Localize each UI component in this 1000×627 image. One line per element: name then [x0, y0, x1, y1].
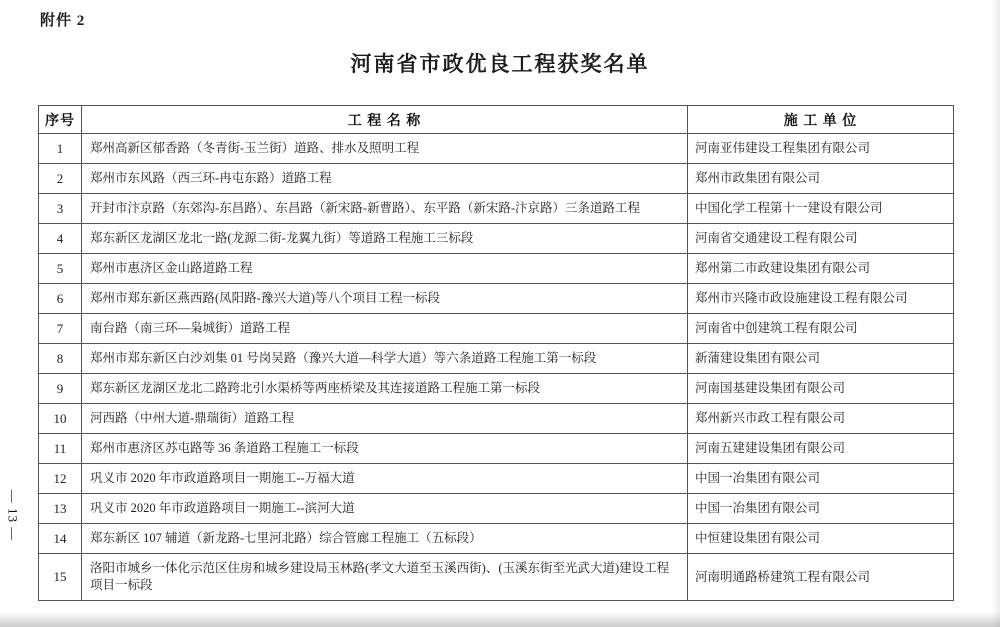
col-header-project-name: 工 程 名 称	[82, 106, 688, 134]
awards-table	[38, 105, 954, 601]
project-name-cell: 郑州市郑东新区白沙刘集 01 号岗吴路（豫兴大道—科学大道）等六条道路工程施工第一标段	[82, 344, 688, 374]
project-name-cell: 郑州高新区郁香路（冬青街-玉兰街）道路、排水及照明工程	[82, 134, 688, 164]
contractor-cell: 河南国基建设集团有限公司	[688, 374, 954, 404]
col-header-index: 序号	[39, 106, 82, 134]
table-row	[39, 404, 954, 434]
contractor-cell: 中国化学工程第十一建设有限公司	[688, 194, 954, 224]
project-name-cell: 洛阳市城乡一体化示范区住房和城乡建设局玉林路(孝文大道至玉溪西街)、(玉溪东街至光武大道)建设工程项目一标段	[82, 554, 688, 601]
row-index-cell: 11	[39, 434, 82, 464]
table-row	[39, 254, 954, 284]
contractor-cell: 新蒲建设集团有限公司	[688, 344, 954, 374]
header-row	[39, 106, 954, 134]
row-index-cell: 2	[39, 164, 82, 194]
row-index-cell: 10	[39, 404, 82, 434]
table-row	[39, 464, 954, 494]
contractor-cell: 河南省中创建筑工程有限公司	[688, 314, 954, 344]
contractor-cell: 郑州市兴隆市政设施建设工程有限公司	[688, 284, 954, 314]
contractor-cell: 郑州新兴市政工程有限公司	[688, 404, 954, 434]
scan-shadow-right	[992, 0, 1000, 627]
scan-shadow-bottom	[0, 612, 1000, 627]
table-row	[39, 194, 954, 224]
row-index-cell: 6	[39, 284, 82, 314]
project-name-cell: 巩义市 2020 年市政道路项目一期施工--万福大道	[82, 464, 688, 494]
project-name-cell: 南台路（南三环—枭城街）道路工程	[82, 314, 688, 344]
table-body	[39, 134, 954, 601]
attachment-label: 附件 2	[40, 13, 86, 29]
row-index-cell: 12	[39, 464, 82, 494]
table-row	[39, 134, 954, 164]
table-row	[39, 434, 954, 464]
row-index-cell: 9	[39, 374, 82, 404]
page-title: 河南省市政优良工程获奖名单	[350, 52, 650, 76]
project-name-cell: 河西路（中州大道-鼎瑞街）道路工程	[82, 404, 688, 434]
contractor-cell: 中国一冶集团有限公司	[688, 494, 954, 524]
row-index-cell: 1	[39, 134, 82, 164]
row-index-cell: 4	[39, 224, 82, 254]
row-index-cell: 15	[39, 554, 82, 601]
table-row	[39, 314, 954, 344]
table-row	[39, 374, 954, 404]
row-index-cell: 3	[39, 194, 82, 224]
row-index-cell: 13	[39, 494, 82, 524]
contractor-cell: 河南明通路桥建筑工程有限公司	[688, 554, 954, 601]
table-row	[39, 524, 954, 554]
contractor-cell: 河南亚伟建设工程集团有限公司	[688, 134, 954, 164]
contractor-cell: 中恒建设集团有限公司	[688, 524, 954, 554]
table-row	[39, 344, 954, 374]
project-name-cell: 郑州市郑东新区燕西路(凤阳路-豫兴大道)等八个项目工程一标段	[82, 284, 688, 314]
project-name-cell: 郑州市东风路（西三环-冉屯东路）道路工程	[82, 164, 688, 194]
project-name-cell: 郑东新区龙湖区龙北一路(龙源二街-龙翼九街）等道路工程施工三标段	[82, 224, 688, 254]
table-row	[39, 284, 954, 314]
row-index-cell: 14	[39, 524, 82, 554]
contractor-cell: 河南五建建设集团有限公司	[688, 434, 954, 464]
table-row	[39, 554, 954, 601]
table-header	[39, 106, 954, 134]
contractor-cell: 中国一冶集团有限公司	[688, 464, 954, 494]
contractor-cell: 郑州第二市政建设集团有限公司	[688, 254, 954, 284]
project-name-cell: 郑州市惠济区金山路道路工程	[82, 254, 688, 284]
row-index-cell: 7	[39, 314, 82, 344]
project-name-cell: 巩义市 2020 年市政道路项目一期施工--滨河大道	[82, 494, 688, 524]
project-name-cell: 郑州市惠济区苏屯路等 36 条道路工程施工一标段	[82, 434, 688, 464]
col-header-contractor: 施 工 单 位	[688, 106, 954, 134]
contractor-cell: 河南省交通建设工程有限公司	[688, 224, 954, 254]
project-name-cell: 郑东新区 107 辅道（新龙路-七里河北路）综合管廊工程施工（五标段）	[82, 524, 688, 554]
project-name-cell: 郑东新区龙湖区龙北二路跨北引水渠桥等两座桥梁及其连接道路工程施工第一标段	[82, 374, 688, 404]
project-name-cell: 开封市汴京路（东郊沟-东昌路）、东昌路（新宋路-新曹路）、东平路（新宋路-汴京路）三条道路工程	[82, 194, 688, 224]
contractor-cell: 郑州市政集团有限公司	[688, 164, 954, 194]
table-row	[39, 494, 954, 524]
page-number: — 13 —	[5, 489, 21, 542]
row-index-cell: 5	[39, 254, 82, 284]
table-row	[39, 224, 954, 254]
row-index-cell: 8	[39, 344, 82, 374]
table-row	[39, 164, 954, 194]
